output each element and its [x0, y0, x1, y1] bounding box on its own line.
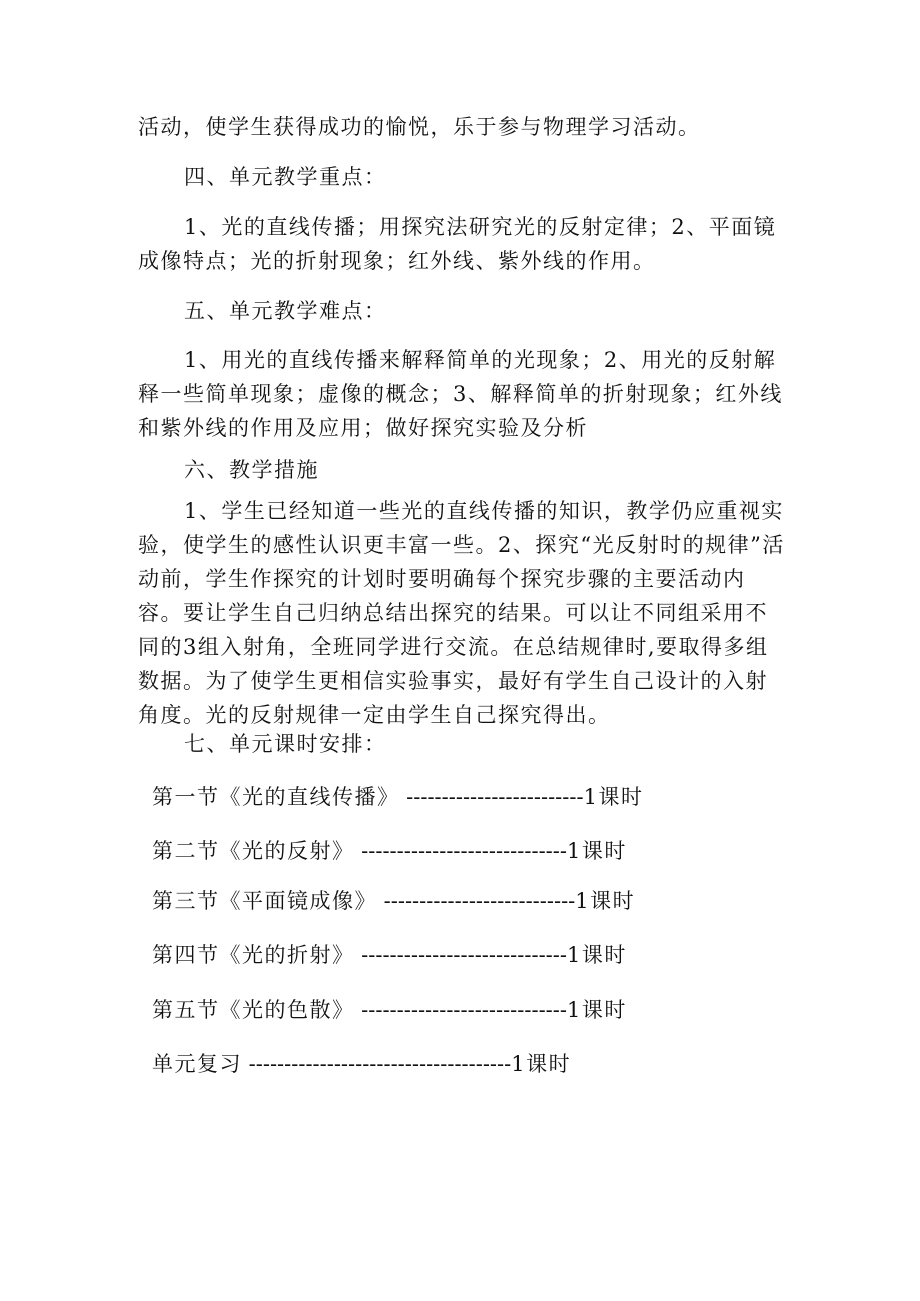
section4-heading: 四、单元教学重点：: [184, 165, 387, 189]
schedule-lesson-name: 第一节《光的直线传播》: [152, 785, 400, 809]
schedule-lesson-name: 第二节《光的反射》: [152, 839, 355, 863]
section6-body: 1、学生已经知道一些光的直线传播的知识，教学仍应重视实验，使学生的感性认识更丰富一些。2、探究“光反射时的规律”活动前，学生作探究的计划时要明确每个探究步骤的主要活动内容。要让学生自己归纳总结出探究的结果。可以让不同组采用不同的3组入射角，全班同学进行交流。在总结规律时,要取得多组数据。为了使学生更相信实验事实，最好有学生自己设计的入射角度。光的反射规律一定由学生自己探究得出。: [138, 499, 785, 727]
section6-heading: 六、教学措施: [184, 458, 319, 482]
schedule-row: [152, 993, 772, 1027]
schedule-leader-dashes: -----------------------------: [354, 839, 567, 863]
intro-tail-text: 活动，使学生获得成功的愉悦，乐于参与物理学习活动。: [138, 115, 701, 139]
schedule-lesson-name: 第四节《光的折射》: [152, 943, 355, 967]
section5-body: 1、用光的直线传播来解释简单的光现象；2、用光的反射解释一些简单现象；虚像的概念；3、解释简单的折射现象；红外线和紫外线的作用及应用；做好探究实验及分析: [138, 348, 783, 440]
schedule-row: [152, 938, 772, 972]
schedule-lesson-name: 单元复习: [152, 1052, 242, 1076]
section7-heading: 七、单元课时安排：: [184, 732, 387, 756]
schedule-leader-dashes: -----------------------------: [354, 998, 567, 1022]
schedule-lesson-name: 第三节《平面镜成像》: [152, 889, 377, 913]
schedule-hours: 1课时: [575, 889, 636, 913]
schedule-hours: 1课时: [583, 785, 644, 809]
schedule-leader-dashes: -----------------------------: [354, 943, 567, 967]
schedule-leader-dashes: -------------------------------------: [242, 1052, 512, 1076]
schedule-leader-dashes: -------------------------: [399, 785, 584, 809]
schedule-hours: 1课时: [566, 998, 627, 1022]
schedule-row: [152, 884, 772, 918]
schedule-row: [152, 1047, 772, 1081]
section4-body: 1、光的直线传播；用探究法研究光的反射定律；2、平面镜成像特点；光的折射现象；红外线、紫外线的作用。: [138, 215, 777, 273]
schedule-leader-dashes: ---------------------------: [377, 889, 576, 913]
schedule-hours: 1课时: [566, 839, 627, 863]
schedule-hours: 1课时: [511, 1052, 572, 1076]
schedule-row: [152, 780, 772, 814]
schedule-row: [152, 834, 772, 868]
schedule-hours: 1课时: [566, 943, 627, 967]
schedule-lesson-name: 第五节《光的色散》: [152, 998, 355, 1022]
section5-heading: 五、单元教学难点：: [184, 299, 387, 323]
